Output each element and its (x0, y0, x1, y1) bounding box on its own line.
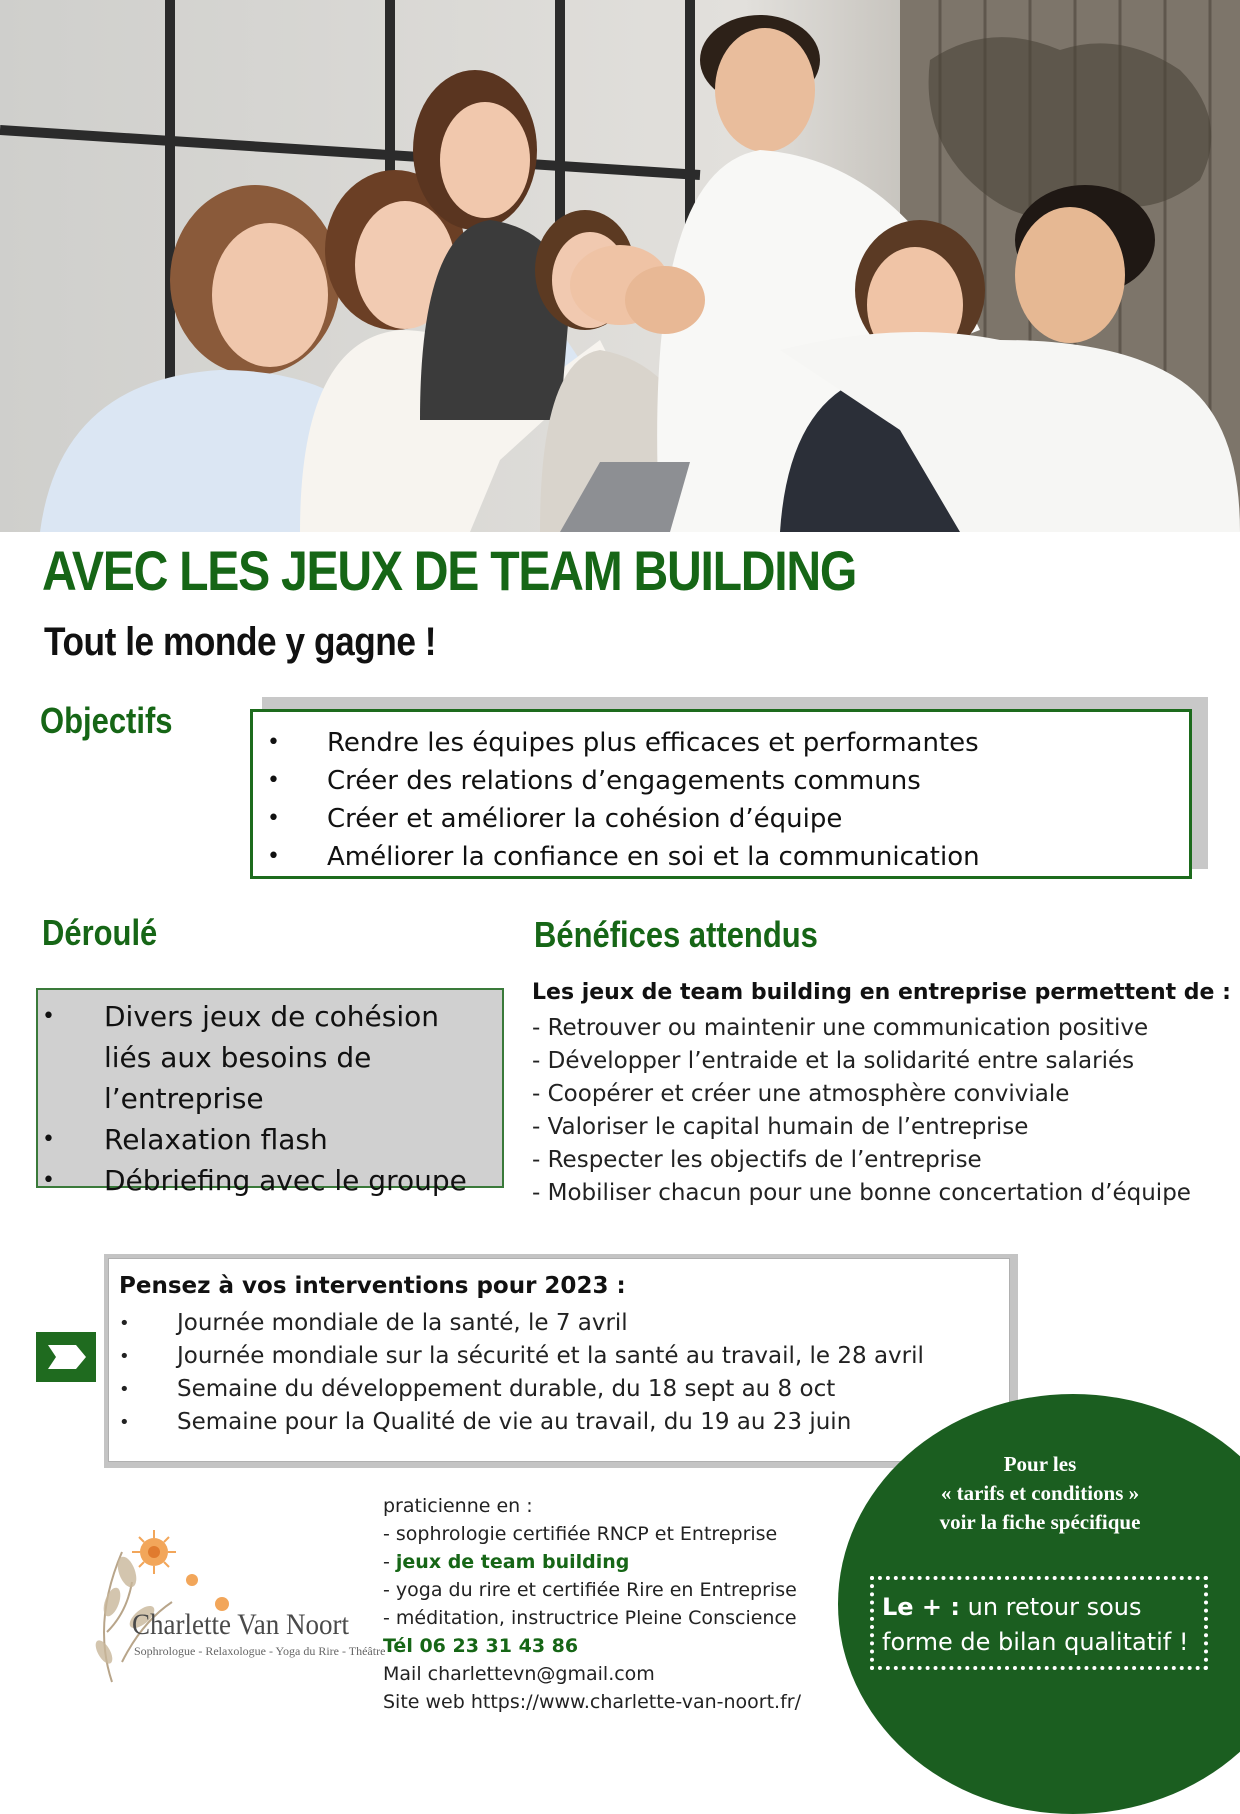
tarifs-line2: « tarifs et conditions » (940, 1481, 1140, 1505)
list-item: • Relaxation flash (38, 1119, 502, 1160)
benefices-intro: Les jeux de team building en entreprise permettent de : (532, 980, 1231, 1005)
main-headline: AVEC LES JEUX DE TEAM BUILDING (42, 539, 857, 602)
tarifs-text (880, 1450, 1200, 1537)
list-item: - Respecter les objectifs de l’entreprise (532, 1147, 982, 1173)
list-item: - Mobiliser chacun pour une bonne concertation d’équipe (532, 1180, 1191, 1206)
objectifs-list (253, 712, 1189, 876)
deroule-box (36, 988, 504, 1197)
list-item: • Améliorer la confiance en soi et la communication (253, 838, 1189, 876)
bonus-text-2: forme de bilan qualitatif ! (882, 1628, 1189, 1656)
arrow-marker (36, 1332, 96, 1382)
logo-name: Charlette Van Noort (132, 1608, 349, 1641)
list-item: • Journée mondiale sur la sécurité et la santé au travail, le 28 avril (109, 1340, 924, 1373)
list-item: • Journée mondiale de la santé, le 7 avril (109, 1307, 924, 1340)
interventions-list (109, 1307, 924, 1439)
tarifs-line1: Pour les (1003, 1452, 1077, 1476)
chevron-right-icon (36, 1332, 96, 1382)
contact-website[interactable]: Site web https://www.charlette-van-noort.fr/ (383, 1691, 801, 1713)
contact-block (383, 1492, 801, 1716)
contact-mail[interactable]: Mail charlettevn@gmail.com (383, 1663, 655, 1685)
list-item: • Rendre les équipes plus efficaces et performantes (253, 724, 1189, 762)
objectifs-title: Objectifs (40, 700, 173, 741)
contact-line: - yoga du rire et certifiée Rire en Entreprise (383, 1579, 797, 1601)
tarifs-line3: voir la fiche spécifique (939, 1510, 1141, 1534)
bonus-box (870, 1576, 1208, 1670)
interventions-title: Pensez à vos interventions pour 2023 : (119, 1273, 626, 1299)
bonus-text (882, 1590, 1188, 1660)
bonus-text-1: un retour sous (960, 1593, 1142, 1621)
bonus-label: Le + : (882, 1593, 960, 1621)
contact-line-prefix: - (383, 1551, 396, 1573)
list-item: • Débriefing avec le groupe (38, 1160, 502, 1201)
list-item: • Divers jeux de cohésion liés aux besoins de l’entreprise (38, 996, 484, 1119)
deroule-title: Déroulé (42, 912, 158, 953)
hero-photo (0, 0, 1240, 532)
list-item: • Semaine pour la Qualité de vie au travail, du 19 au 23 juin (109, 1406, 924, 1439)
objectifs-box (250, 709, 1192, 879)
contact-phone[interactable]: Tél 06 23 31 43 86 (383, 1635, 579, 1657)
deroule-list (38, 990, 502, 1201)
contact-line (383, 1548, 801, 1576)
contact-intro: praticienne en : (383, 1495, 533, 1517)
contact-line: - sophrologie certifiée RNCP et Entreprise (383, 1523, 778, 1545)
contact-highlight: jeux de team building (395, 1551, 630, 1573)
contact-line: - méditation, instructrice Pleine Conscience (383, 1607, 797, 1629)
interventions-box (108, 1258, 1010, 1462)
list-item: - Retrouver ou maintenir une communication positive (532, 1015, 1149, 1041)
list-item: • Créer et améliorer la cohésion d’équipe (253, 800, 1189, 838)
list-item: • Semaine du développement durable, du 18 sept au 8 oct (109, 1373, 924, 1406)
benefices-title: Bénéfices attendus (534, 914, 818, 955)
logo-tagline: Sophrologue - Relaxologue - Yoga du Rire - Théâtre (134, 1644, 386, 1658)
team-high-five-illustration (0, 0, 1240, 532)
list-item: - Coopérer et créer une atmosphère conviviale (532, 1081, 1070, 1107)
sub-headline: Tout le monde y gagne ! (44, 620, 437, 664)
list-item: - Développer l’entraide et la solidarité entre salariés (532, 1048, 1135, 1074)
list-item: - Valoriser le capital humain de l’entreprise (532, 1114, 1029, 1140)
benefices-list (532, 1012, 1191, 1210)
list-item: • Créer des relations d’engagements communs (253, 762, 1189, 800)
